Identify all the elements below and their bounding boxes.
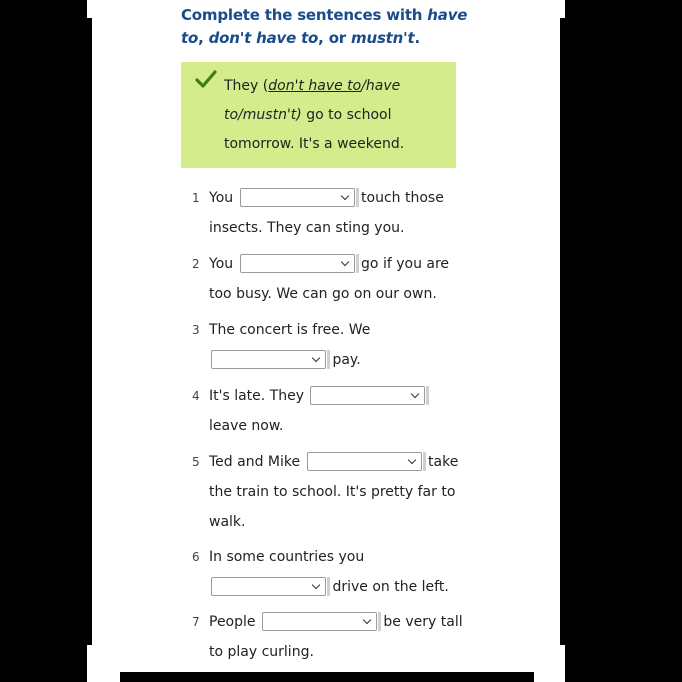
question-text-after: take the train to school. It's pretty far to walk. [209,454,459,530]
dropdown-stub [423,452,426,471]
question-number: 7 [192,615,200,629]
answer-dropdown-7[interactable] [262,612,377,631]
chevron-down-icon [411,389,419,397]
question-text-before: In some countries you [209,549,365,565]
dropdown-stub [356,254,359,273]
question-text-before: It's late. They [209,388,305,404]
question-4 [192,381,467,441]
example-box [181,62,456,168]
answer-dropdown-4[interactable] [310,386,425,405]
right-border [560,18,565,645]
question-5 [192,447,467,537]
chevron-down-icon [363,615,371,623]
question-number: 4 [192,389,200,403]
question-number: 2 [192,257,200,271]
question-text-after: touch those insects. They can sting you. [209,190,444,236]
question-text-before: Ted and Mike [209,454,301,470]
question-7 [192,607,467,667]
chevron-down-icon [312,580,320,588]
question-text-after: pay. [332,352,361,368]
answer-dropdown-5[interactable] [307,452,422,471]
question-text-after: leave now. [209,418,284,434]
answer-dropdown-2[interactable] [240,254,355,273]
question-number: 6 [192,550,200,564]
answer-dropdown-6[interactable] [211,577,326,596]
question-text-after: drive on the left. [332,579,449,595]
dropdown-stub [378,612,381,631]
dropdown-stub [356,188,359,207]
question-text-before: The concert is free. We [209,322,371,338]
question-3 [192,315,467,375]
question-1 [192,183,467,243]
question-6 [192,542,467,602]
question-text-after: be very tall to play curling. [209,614,463,660]
question-number: 3 [192,323,200,337]
question-number: 5 [192,455,200,469]
example-sentence: They (don't have to/have to/mustn't) go to school tomorrow. It's a weekend. [224,78,405,152]
question-number: 1 [192,191,200,205]
left-border [87,18,92,645]
dropdown-stub [327,577,330,596]
chevron-down-icon [340,257,348,265]
question-text-before: People [209,614,256,630]
exercise-instructions: Complete the sentences with have to, don't have to, or mustn't. [181,6,468,47]
chevron-down-icon [312,353,320,361]
question-text-before: You [209,256,234,272]
checkmark-icon [195,70,217,90]
chevron-down-icon [340,191,348,199]
answer-dropdown-3[interactable] [211,350,326,369]
dropdown-stub [327,350,330,369]
bottom-border [120,672,534,682]
chevron-down-icon [407,455,415,463]
question-2 [192,249,467,309]
answer-dropdown-1[interactable] [240,188,355,207]
question-text-after: go if you are too busy. We can go on our own. [209,256,450,302]
question-text-before: You [209,190,234,206]
dropdown-stub [426,386,429,405]
